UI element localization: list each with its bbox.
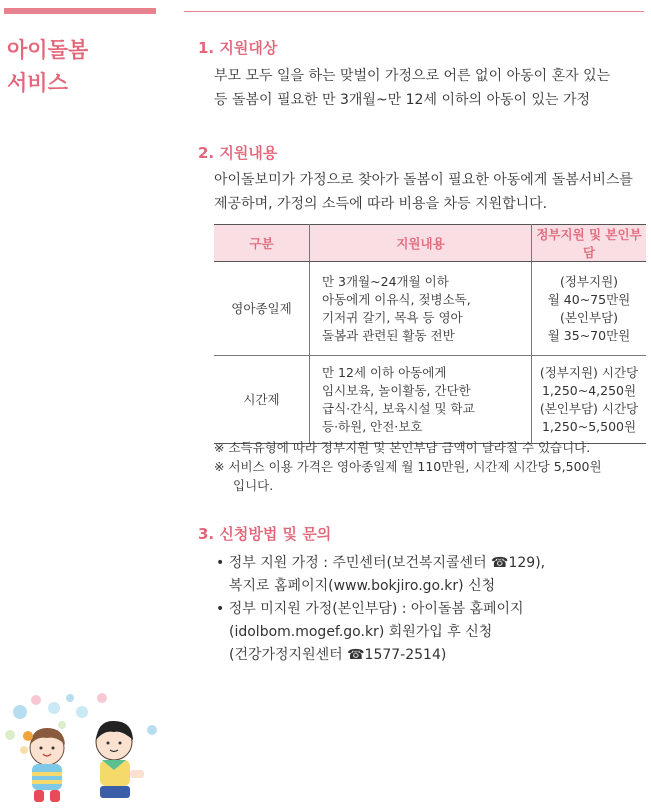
cost-line: (본인부담)	[559, 309, 619, 325]
table-row	[214, 262, 646, 356]
row-content	[310, 262, 532, 356]
table-row	[214, 356, 646, 444]
support-paragraph	[214, 168, 633, 216]
content-line: 만 12세 이하 아동에게	[322, 364, 447, 380]
content-line: 임시보육, 놀이활동, 간단한	[322, 382, 471, 398]
cost-line: (정부지원)	[559, 273, 619, 289]
cost-line: (본인부담) 시간당	[539, 400, 639, 416]
children-illustration	[2, 690, 162, 808]
left-accent-bar	[4, 8, 156, 14]
bubble-icon	[5, 693, 157, 754]
eligibility-paragraph	[214, 64, 610, 112]
section-heading-support: 2. 지원내용	[198, 144, 278, 162]
support-table	[214, 224, 646, 444]
list-item-cont: (idolbom.mogef.go.kr) 회원가입 후 신청	[229, 624, 493, 640]
boy-figure	[96, 721, 144, 798]
header-content: 지원내용	[310, 225, 532, 262]
support-line: 제공하며, 가정의 소득에 따라 비용을 차등 지원합니다.	[214, 196, 548, 212]
content-line: 등·하원, 안전·보호	[322, 418, 423, 434]
eligibility-line: 부모 모두 일을 하는 맞벌이 가정으로 어른 없이 아동이 혼자 있는	[214, 68, 611, 84]
note-line: 입니다.	[233, 478, 274, 493]
row-category: 시간제	[214, 356, 310, 444]
row-cost	[532, 356, 647, 444]
content-line: 돌봄과 관련된 활동 전반	[322, 327, 455, 343]
support-line: 아이돌보미가 가정으로 찾아가 돌봄이 필요한 아동에게 돌봄서비스를	[214, 172, 633, 188]
content-line: 만 3개월~24개월 이하	[322, 273, 449, 289]
note-line: ※ 서비스 이용 가격은 영아종일제 월 110만원, 시간제 시간당 5,500원	[214, 459, 602, 474]
girl-figure	[23, 728, 65, 802]
list-item-cont: (건강가정지원센터 ☎1577-2514)	[229, 647, 447, 663]
content-line: 기저귀 갈기, 목욕 등 영아	[322, 309, 463, 325]
eligibility-line: 등 돌봄이 필요한 만 3개월~만 12세 이하의 아동이 있는 가정	[214, 92, 591, 108]
list-item-cont: 복지로 홈페이지(www.bokjiro.go.kr) 신청	[229, 578, 496, 594]
list-item: • 정부 지원 가정 : 주민센터(보건복지콜센터 ☎129),	[216, 555, 546, 571]
cost-line: 월 35~70만원	[547, 327, 631, 343]
table-notes	[214, 438, 602, 495]
content-line: 아동에게 이유식, 젖병소독,	[322, 291, 471, 307]
row-category: 영아종일제	[214, 262, 310, 356]
section-heading-apply: 3. 신청방법 및 문의	[198, 525, 332, 543]
header-category: 구분	[214, 225, 310, 262]
cost-line: 월 40~75만원	[547, 291, 631, 307]
apply-list	[216, 552, 545, 667]
header-cost: 정부지원 및 본인부담	[532, 225, 647, 262]
top-rule	[184, 11, 644, 12]
page-title-line2: 서비스	[7, 71, 68, 95]
content-line: 급식·간식, 보육시설 및 학교	[322, 400, 475, 416]
list-item: • 정부 미지원 가정(본인부담) : 아이돌봄 홈페이지	[216, 601, 524, 617]
cost-line: 1,250~5,500원	[541, 418, 637, 434]
row-cost	[532, 262, 647, 356]
table-header-row	[214, 225, 646, 262]
cost-line: 1,250~4,250원	[541, 382, 637, 398]
note-line: ※ 소득유형에 따라 정부지원 및 본인부담 금액이 달라질 수 있습니다.	[214, 440, 591, 455]
section-heading-eligibility: 1. 지원대상	[198, 39, 278, 57]
page-title-line1: 아이돌봄	[7, 38, 89, 62]
page-title	[7, 34, 157, 100]
cost-line: (정부지원) 시간당	[539, 364, 639, 380]
row-content	[310, 356, 532, 444]
